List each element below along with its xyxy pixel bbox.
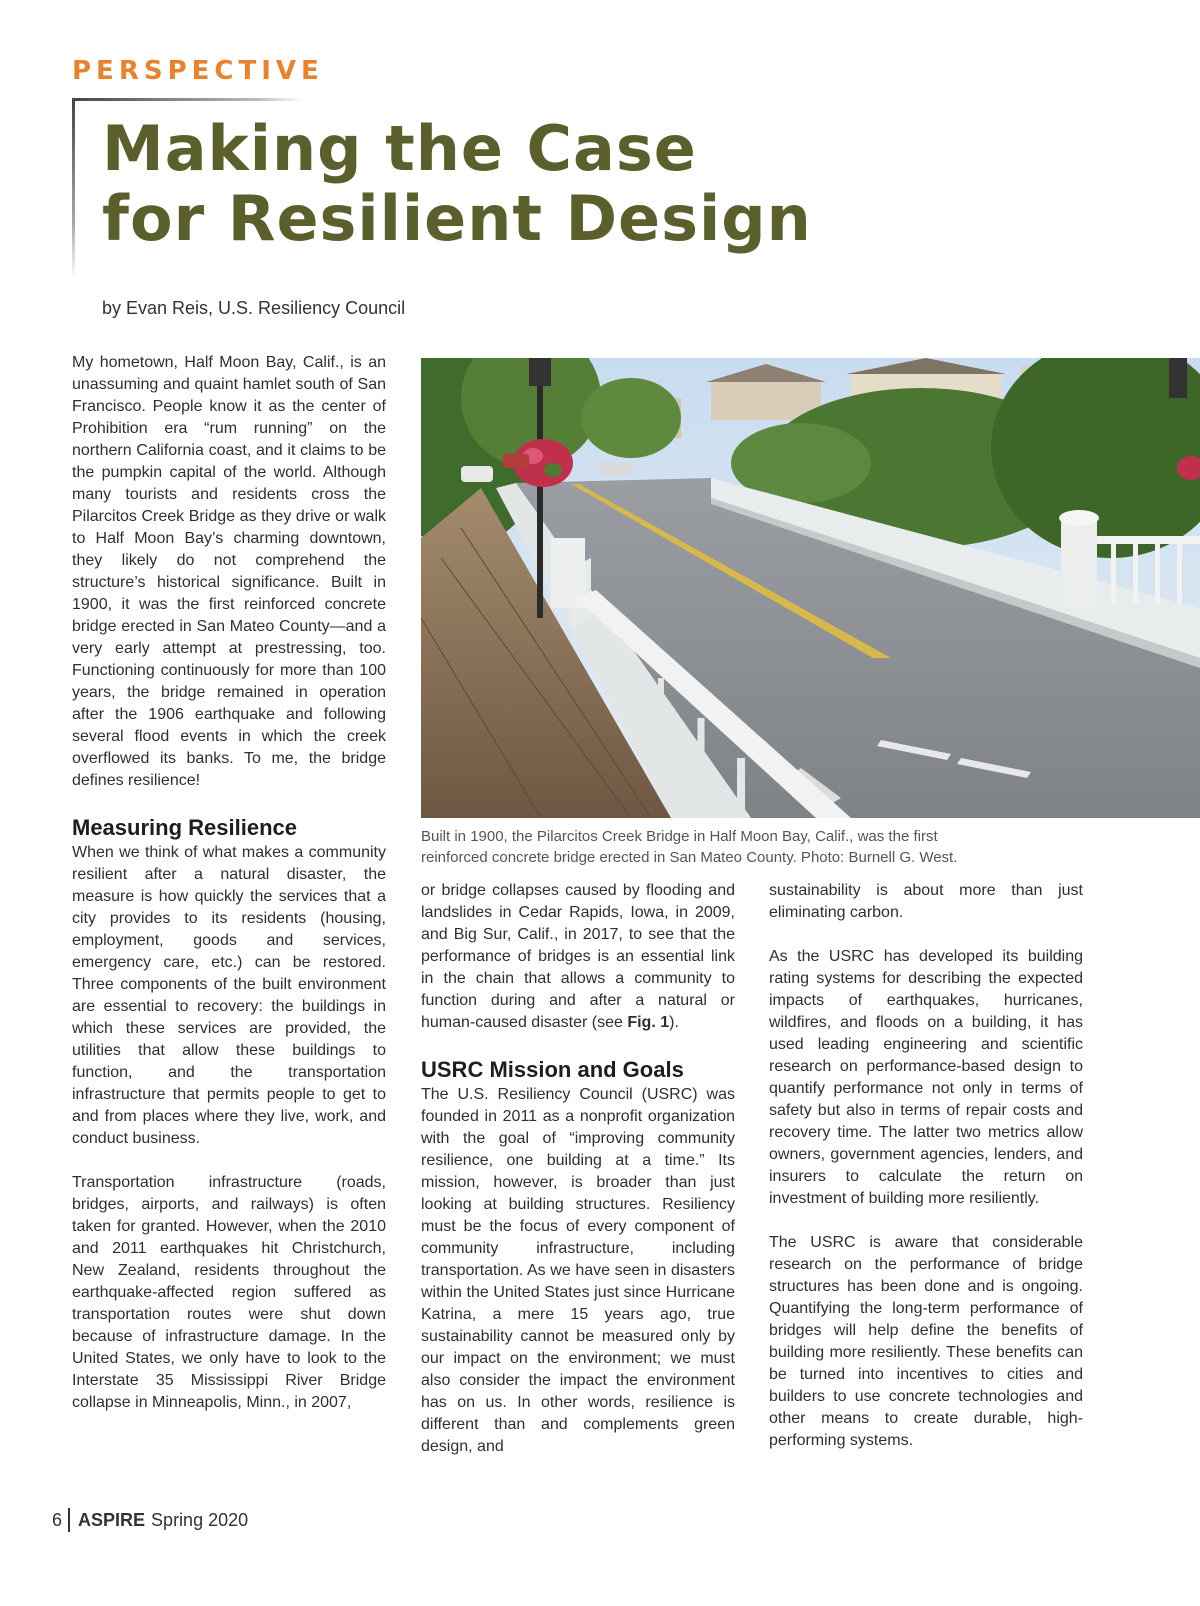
paragraph-text-end: ). <box>669 1014 679 1031</box>
paragraph: Transportation infrastructure (roads, bridges, airports, and railways) is often taken for granted. However, when the 2010 and 2011 earthquakes hit Christchurch, New Zealand, residents throughout the earthquake-affected region suffered as transportation routes were shut down because of infrastructure damage. In the United States, we only have to look to the Interstate 35 Mississippi River Bridge collapse in Minneapolis, Minn., in 2007, <box>72 1174 386 1411</box>
column-3 <box>769 880 1083 1452</box>
issue-date: Spring 2020 <box>151 1509 249 1530</box>
column-1 <box>72 352 386 1414</box>
paragraph: The USRC is aware that considerable research on the performance of bridge structures has been done and is ongoing. Quantifying the long-term performance of bridges will help define the benefits of building more resiliently. These benefits can be turned into incentives to cities and builders to use concrete technologies and other means to create durable, high-performing systems. <box>769 1234 1083 1449</box>
page-number: 6 <box>52 1509 63 1530</box>
bridge-photo <box>421 358 1200 818</box>
section-heading-usrc-mission: USRC Mission and Goals <box>421 1057 684 1082</box>
title-line-1: Making the Case <box>102 112 697 185</box>
paragraph: The U.S. Resiliency Council (USRC) was founded in 2011 as a nonprofit organization with the goal of “improving community resilience, one building at a time.” Its mission, however, is broader than just looking at building structures. Resiliency must be the focus of every component of community infrastructure, including transportation. As we have seen in disasters within the United States just since Hurricane Katrina, a mere 15 years ago, true sustainability cannot be measured only by our impact on the environment; we must also consider the impact the environment has on us. In other words, resilience is different than and complements green design, and <box>421 1086 735 1455</box>
section-heading-measuring-resilience: Measuring Resilience <box>72 815 297 840</box>
magazine-name: ASPIRE <box>78 1509 146 1530</box>
paragraph <box>421 880 735 1034</box>
paragraph: As the USRC has developed its building rating systems for describing the expected impacts of earthquakes, hurricanes, wildfires, and floods on a building, it has used leading engineering and scientific research on performance-based design to quantify performance not only in terms of safety but also in terms of repair costs and recovery time. The latter two metrics allow owners, government agencies, lenders, and insurers to calculate the return on investment of building more resiliently. <box>769 948 1083 1207</box>
caption-line-1: Built in 1900, the Pilarcitos Creek Bridge in Half Moon Bay, Calif., was the first <box>421 828 938 845</box>
section-kicker: PERSPECTIVE <box>72 56 324 86</box>
paragraph: When we think of what makes a community resilient after a natural disaster, the measure is how quickly the services that a city provides to its residents (housing, employment, goods and services, emergency care, etc.) can be restored. Three components of the built environment are essential to recovery: the buildings in which these services are provided, the utilities that allow these buildings to function, and the transportation infrastructure that permits people to get to and from places where they live, work, and conduct business. <box>72 844 386 1147</box>
paragraph: sustainability is about more than just eliminating carbon. <box>769 882 1083 921</box>
byline: by Evan Reis, U.S. Resiliency Council <box>102 298 406 318</box>
paragraph-text: or bridge collapses caused by flooding and landslides in Cedar Rapids, Iowa, in 2009, and Big Sur, Calif., in 2017, to see that the performance of bridges is an essential link in the chain that allows a community to function during and after a natural or human-caused disaster (see <box>421 882 735 1031</box>
paragraph: My hometown, Half Moon Bay, Calif., is an unassuming and quaint hamlet south of San Francisco. People know it as the center of Prohibition era “rum running” on the northern California coast, and it claims to be the pumpkin capital of the world. Although many tourists and residents cross the Pilarcitos Creek Bridge as they drive or walk to Half Moon Bay’s charming downtown, they likely do not comprehend the structure’s historical significance. Built in 1900, it was the first reinforced concrete bridge erected in San Mateo County—and a very early attempt at prestressing, too. Functioning continuously for more than 100 years, the bridge remained in operation after the 1906 earthquake and following several flood events in which the creek overflowed its banks. To me, the bridge defines resilience! <box>72 354 386 789</box>
photo-caption <box>421 826 1061 868</box>
title-rule-horizontal <box>72 98 302 101</box>
column-2 <box>421 880 735 1458</box>
title-rule-vertical <box>72 98 75 278</box>
caption-line-2: reinforced concrete bridge erected in San Mateo County. Photo: Burnell G. West. <box>421 849 958 866</box>
footer-divider <box>68 1508 70 1532</box>
page-footer <box>52 1508 248 1532</box>
title-line-2: for Resilient Design <box>102 182 812 255</box>
figure-reference: Fig. 1 <box>627 1014 670 1031</box>
article-title <box>102 114 812 254</box>
